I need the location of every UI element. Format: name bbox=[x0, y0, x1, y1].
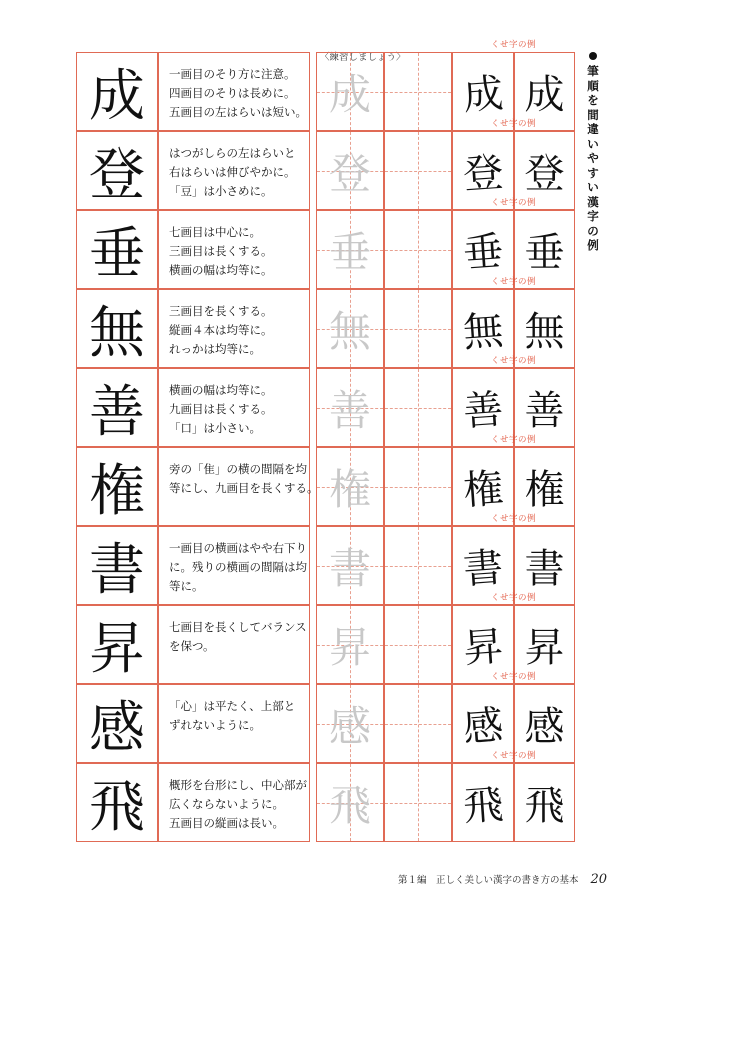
bad-example-character: 感 bbox=[524, 704, 565, 750]
writing-tips bbox=[158, 52, 310, 131]
trace-character: 登 bbox=[328, 148, 371, 198]
writing-tips bbox=[158, 526, 310, 605]
blank-practice-box[interactable] bbox=[384, 605, 452, 684]
tip-line: に。残りの横画の間隔は均 bbox=[169, 560, 307, 574]
tip-line: 横画の幅は均等に。 bbox=[169, 383, 273, 397]
model-character: 垂 bbox=[76, 210, 158, 289]
side-title bbox=[585, 50, 601, 253]
tip-line: 横画の幅は均等に。 bbox=[169, 263, 273, 277]
bad-example-character: 無 bbox=[461, 307, 505, 357]
tip-line: 広くならないように。 bbox=[169, 797, 284, 811]
writing-tips bbox=[158, 368, 310, 447]
tip-line: 右はらいは伸びやかに。 bbox=[169, 165, 296, 179]
side-title-text: 筆 順 を 間 違 い や す い 漢 字 の 例 bbox=[587, 64, 599, 252]
model-character: 無 bbox=[76, 289, 158, 368]
bad-example-character: 権 bbox=[524, 467, 565, 513]
model-character: 書 bbox=[76, 526, 158, 605]
bad-example-character: 書 bbox=[461, 544, 505, 594]
trace-character: 成 bbox=[328, 69, 371, 119]
bad-example-character: 成 bbox=[461, 70, 505, 120]
model-character: 登 bbox=[76, 131, 158, 210]
writing-tips bbox=[158, 763, 310, 842]
bad-example-label: くせ字の例 bbox=[490, 198, 536, 208]
bad-example-label: くせ字の例 bbox=[490, 277, 536, 287]
writing-tips bbox=[158, 684, 310, 763]
bullet-icon bbox=[589, 52, 597, 60]
practice-label: 〈練習しましょう〉 bbox=[320, 52, 406, 63]
bad-example-character: 飛 bbox=[461, 781, 505, 831]
tip-line: 三画目を長くする。 bbox=[169, 304, 273, 318]
model-character: 善 bbox=[76, 368, 158, 447]
trace-character: 感 bbox=[328, 701, 371, 751]
tip-line: 等にし、九画目を長くする。 bbox=[169, 481, 319, 495]
tip-line: 「口」は小さい。 bbox=[169, 421, 261, 435]
trace-character: 権 bbox=[328, 464, 371, 514]
trace-box[interactable] bbox=[316, 368, 384, 447]
bad-example-character: 昇 bbox=[461, 623, 505, 673]
blank-practice-box[interactable] bbox=[384, 447, 452, 526]
trace-box[interactable] bbox=[316, 52, 384, 131]
tip-line: れっかは均等に。 bbox=[169, 342, 261, 356]
model-character: 昇 bbox=[76, 605, 158, 684]
trace-box[interactable] bbox=[316, 605, 384, 684]
trace-character: 無 bbox=[328, 306, 371, 356]
tip-line: 「心」は平たく、上部と bbox=[169, 699, 296, 713]
blank-practice-box[interactable] bbox=[384, 52, 452, 131]
trace-character: 飛 bbox=[328, 780, 371, 830]
tip-line: 一画目のそり方に注意。 bbox=[169, 67, 296, 81]
trace-character: 書 bbox=[328, 543, 371, 593]
bad-example-box bbox=[514, 763, 575, 842]
trace-box[interactable] bbox=[316, 447, 384, 526]
blank-practice-box[interactable] bbox=[384, 289, 452, 368]
bad-example-character: 登 bbox=[524, 151, 565, 197]
trace-character: 垂 bbox=[328, 227, 371, 277]
blank-practice-box[interactable] bbox=[384, 684, 452, 763]
blank-practice-box[interactable] bbox=[384, 526, 452, 605]
tip-line: 五画目の縦画は長い。 bbox=[169, 816, 284, 830]
practice-row bbox=[76, 751, 575, 842]
bad-example-character: 飛 bbox=[524, 783, 565, 829]
tip-line: を保つ。 bbox=[169, 639, 215, 653]
model-character: 感 bbox=[76, 684, 158, 763]
writing-tips bbox=[158, 131, 310, 210]
tip-line: 「豆」は小さめに。 bbox=[169, 184, 273, 198]
bad-example-label: くせ字の例 bbox=[490, 672, 536, 682]
tip-line: 縦画４本は均等に。 bbox=[169, 323, 273, 337]
trace-character: 善 bbox=[328, 385, 371, 435]
trace-box[interactable] bbox=[316, 289, 384, 368]
writing-tips bbox=[158, 447, 319, 526]
bad-example-label: くせ字の例 bbox=[490, 40, 536, 50]
writing-tips bbox=[158, 289, 310, 368]
bad-example-label: くせ字の例 bbox=[490, 435, 536, 445]
tip-line: 旁の「隹」の横の間隔を均 bbox=[169, 462, 307, 476]
blank-practice-box[interactable] bbox=[384, 763, 452, 842]
model-character: 権 bbox=[76, 447, 158, 526]
tip-line: 概形を台形にし、中心部が bbox=[169, 778, 307, 792]
tip-line: 三画目は長くする。 bbox=[169, 244, 273, 258]
trace-box[interactable] bbox=[316, 131, 384, 210]
trace-box[interactable] bbox=[316, 526, 384, 605]
trace-box[interactable] bbox=[316, 763, 384, 842]
bad-example-character: 登 bbox=[461, 149, 505, 199]
writing-tips bbox=[158, 605, 310, 684]
bad-example-label: くせ字の例 bbox=[490, 593, 536, 603]
trace-box[interactable] bbox=[316, 684, 384, 763]
writing-tips bbox=[158, 210, 310, 289]
model-character: 飛 bbox=[76, 763, 158, 842]
bad-example-character: 垂 bbox=[461, 228, 505, 278]
bad-example-character: 書 bbox=[524, 546, 565, 592]
bad-example-character: 感 bbox=[461, 702, 505, 752]
tip-line: 五画目の左はらいは短い。 bbox=[169, 105, 307, 119]
blank-practice-box[interactable] bbox=[384, 368, 452, 447]
blank-practice-box[interactable] bbox=[384, 131, 452, 210]
bad-example-character: 善 bbox=[461, 386, 505, 436]
bad-example-character: 成 bbox=[524, 72, 565, 118]
bad-example-label: くせ字の例 bbox=[490, 514, 536, 524]
tip-line: 七画目は中心に。 bbox=[169, 225, 261, 239]
bad-example-character: 垂 bbox=[524, 230, 565, 276]
tip-line: 四画目のそりは長めに。 bbox=[169, 86, 296, 100]
bad-example-label: くせ字の例 bbox=[490, 119, 536, 129]
bad-example-character: 善 bbox=[524, 388, 565, 434]
tip-line: 等に。 bbox=[169, 579, 204, 593]
bad-example-character: 権 bbox=[461, 465, 505, 515]
model-character: 成 bbox=[76, 52, 158, 131]
bad-example-box bbox=[452, 763, 514, 842]
bad-example-label: くせ字の例 bbox=[490, 751, 536, 761]
footer-text: 第１編 正しく美しい漢字の書き方の基本 bbox=[398, 875, 579, 886]
tip-line: ずれないように。 bbox=[169, 718, 261, 732]
tip-line: 九画目は長くする。 bbox=[169, 402, 273, 416]
trace-box[interactable] bbox=[316, 210, 384, 289]
bad-example-character: 昇 bbox=[524, 625, 565, 671]
practice-grid bbox=[76, 40, 575, 842]
tip-line: 一画目の横画はやや右下り bbox=[169, 541, 307, 555]
bad-example-character: 無 bbox=[524, 309, 565, 355]
page-number: 20 bbox=[590, 872, 608, 887]
tip-line: 七画目を長くしてバランス bbox=[169, 620, 307, 634]
blank-practice-box[interactable] bbox=[384, 210, 452, 289]
tip-line: はつがしらの左はらいと bbox=[169, 146, 296, 160]
bad-example-label: くせ字の例 bbox=[490, 356, 536, 366]
trace-character: 昇 bbox=[328, 622, 371, 672]
page-footer bbox=[398, 872, 607, 887]
